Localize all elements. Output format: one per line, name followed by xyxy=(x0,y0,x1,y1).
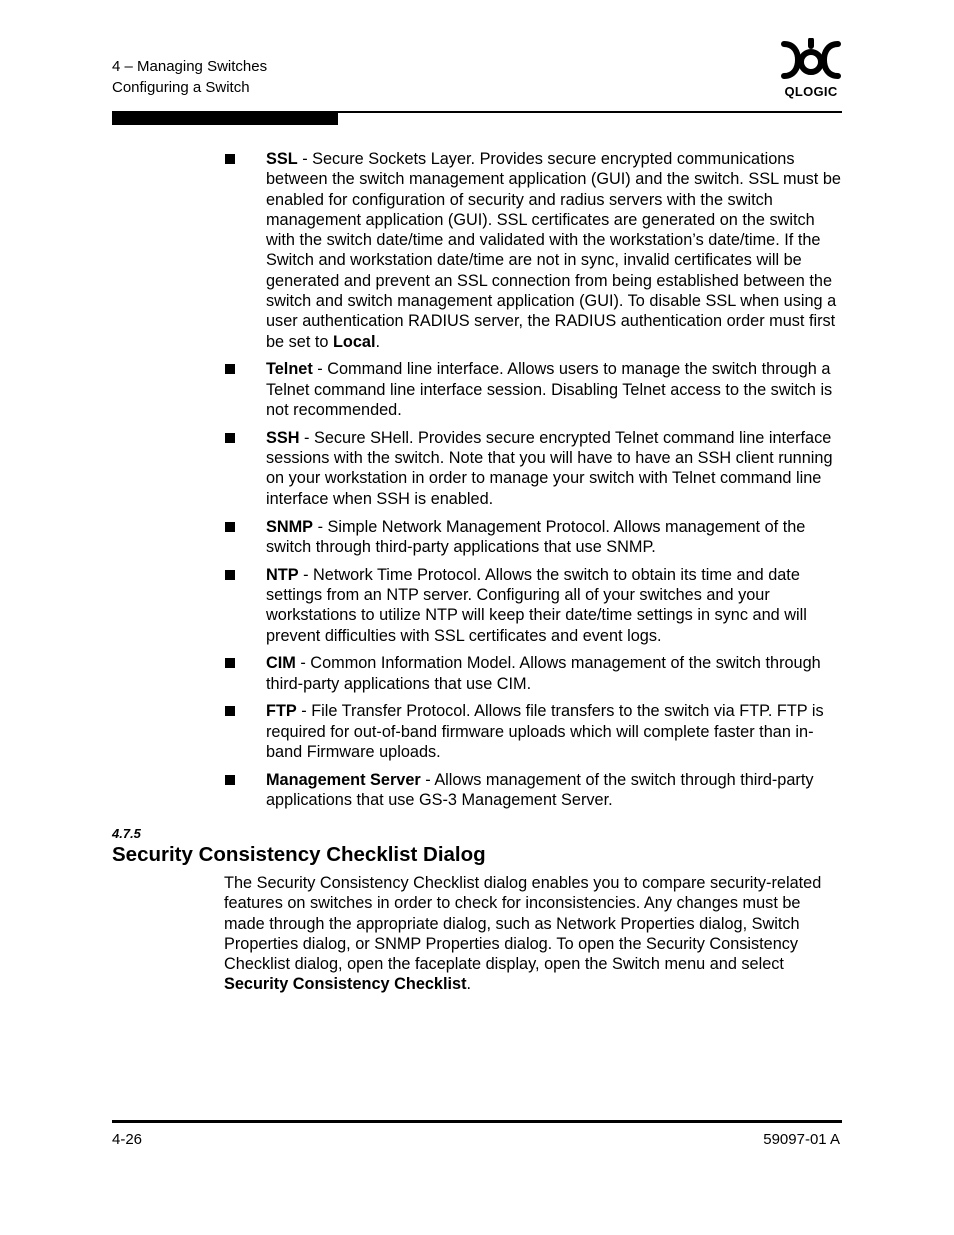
header-rule-tab xyxy=(112,111,338,125)
bullet-term: CIM xyxy=(266,654,296,673)
bullet-square-icon xyxy=(225,706,235,716)
bullet-term: FTP xyxy=(266,702,297,721)
bullet-square-icon xyxy=(225,433,235,443)
logo-wordmark: QLOGIC xyxy=(784,84,838,99)
bullet-square-icon xyxy=(225,570,235,580)
bullet-square-icon xyxy=(225,154,235,164)
protocol-list xyxy=(224,149,844,818)
bullet-square-icon xyxy=(225,658,235,668)
bullet-term: SSL xyxy=(266,150,298,168)
section-body-text: The Security Consistency Checklist dialog enables you to compare security-related features on switches in order to check for inconsistencies. Any changes must be made through the appropriate dialog, such as Network Properties dialog, Switch Properties dialog, or SNMP Properties dialog. To open the Security Consistency Checklist dialog, open the faceplate display, open the Switch menu and select xyxy=(224,874,822,974)
bullet-square-icon xyxy=(225,522,235,532)
bullet-term: SNMP xyxy=(266,517,314,536)
page-number: 4-26 xyxy=(112,1131,143,1148)
bullet-square-icon xyxy=(225,364,235,374)
bullet-text: - Common Information Model. Allows management of the switch through third-party applications that use CIM. xyxy=(266,654,821,693)
list-item xyxy=(224,701,844,762)
bullet-text: - Secure Sockets Layer. Provides secure encrypted communications between the switch management application (GUI) and the switch. SSL must be enabled for configuration of security and radius servers with the switch management application (GUI). SSL certificates are generated on the switch with the switch date/time and validated with the workstation’s date/time. If the Switch and workstation date/time are not in sync, invalid certificates will be generated and prevent an SSL connection from being established between the switch and switch management application (GUI). To disable SSL when using a user authentication RADIUS server, the RADIUS authentication order must first be set to xyxy=(266,150,841,351)
list-item xyxy=(224,517,844,558)
list-item xyxy=(224,359,844,420)
bullet-text: - Allows management of the switch through third-party applications that use GS-3 Management Server. xyxy=(266,770,814,810)
bullet-term: SSH xyxy=(266,428,300,447)
list-item xyxy=(224,149,844,352)
bullet-text: - Command line interface. Allows users to manage the switch through a Telnet command line interface session. Disabling Telnet access to the switch is not recommended. xyxy=(266,360,833,420)
section-body xyxy=(224,873,844,995)
bullet-square-icon xyxy=(225,775,235,785)
header-chapter: 4 – Managing Switches xyxy=(112,58,268,75)
section-number: 4.7.5 xyxy=(112,826,141,841)
section-title: Security Consistency Checklist Dialog xyxy=(112,843,486,866)
section-body-tail: . xyxy=(466,975,472,994)
list-item xyxy=(224,428,844,509)
qlogic-logo-icon xyxy=(778,38,844,82)
section-body-emph: Security Consistency Checklist xyxy=(224,975,467,994)
header-section: Configuring a Switch xyxy=(112,79,250,96)
qlogic-logo xyxy=(778,38,844,100)
bullet-text: - Network Time Protocol. Allows the switch to obtain its time and date settings from an NTP server. Configuring all of your switches and your workstations to utilize NTP will keep their date/time settings in sync and will prevent difficulties with SSL certificates and event logs. xyxy=(266,565,807,645)
bullet-text: - Secure SHell. Provides secure encrypted Telnet command line interface sessions with the switch. Note that you will have to have an SSH client running on your workstation in order to manage your switch with Telnet command line interface when SSH is enabled. xyxy=(266,428,833,508)
bullet-tail: . xyxy=(375,332,381,351)
bullet-text: - File Transfer Protocol. Allows file transfers to the switch via FTP. FTP is required for out-of-band firmware uploads which will complete faster than in-band Firmware uploads. xyxy=(266,702,824,762)
document-id: 59097-01 A xyxy=(763,1131,840,1148)
bullet-emph: Local xyxy=(332,332,376,351)
list-item xyxy=(224,565,844,646)
bullet-term: Management Server xyxy=(266,770,421,789)
bullet-term: NTP xyxy=(266,565,299,584)
list-item xyxy=(224,770,844,811)
bullet-text: - Simple Network Management Protocol. Allows management of the switch through third-party applications that use SNMP. xyxy=(266,517,806,556)
list-item xyxy=(224,653,844,694)
bullet-term: Telnet xyxy=(266,360,313,379)
footer-rule xyxy=(112,1120,842,1123)
